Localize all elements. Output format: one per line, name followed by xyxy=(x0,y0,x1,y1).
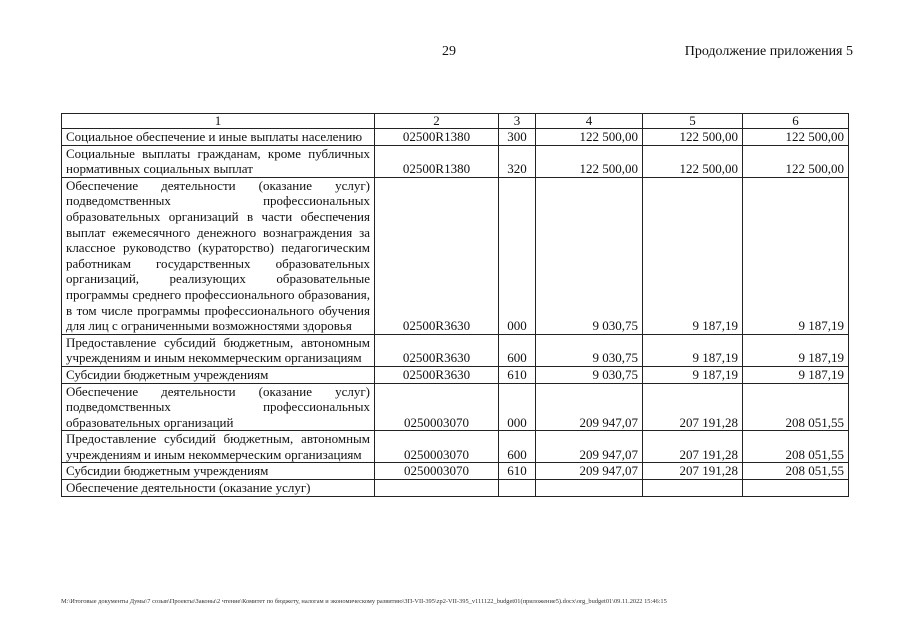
table-row xyxy=(62,177,849,334)
row-name: Предоставление субсидий бюджетным, автономным учреждениям и иным некоммерческим организациям xyxy=(62,334,375,366)
row-value-5: 207 191,28 xyxy=(643,383,743,431)
row-value-5: 122 500,00 xyxy=(643,129,743,146)
row-value-5 xyxy=(643,480,743,497)
row-value-6 xyxy=(743,480,849,497)
row-type: 600 xyxy=(499,334,536,366)
row-type: 610 xyxy=(499,366,536,383)
row-type: 320 xyxy=(499,145,536,177)
row-value-5: 9 187,19 xyxy=(643,177,743,334)
row-name: Предоставление субсидий бюджетным, автономным учреждениям и иным некоммерческим организациям xyxy=(62,431,375,463)
row-value-6: 208 051,55 xyxy=(743,431,849,463)
page-number: 29 xyxy=(442,44,456,59)
row-name: Обеспечение деятельности (оказание услуг) подведомственных профессиональных образовательных организаций в части обеспечения выплат ежемесячного денежного вознаграждения за классное руководство (кураторство) педагогическим работникам государственных образовательных организаций, реализующих образовательные программы среднего профессионального образования, в том числе программы профессионального обучения для лиц с ограниченными возможностями здоровья xyxy=(62,177,375,334)
row-value-4 xyxy=(536,480,643,497)
row-code: 02500R3630 xyxy=(375,366,499,383)
row-type: 000 xyxy=(499,383,536,431)
row-value-6: 122 500,00 xyxy=(743,145,849,177)
row-value-5: 9 187,19 xyxy=(643,366,743,383)
table-row xyxy=(62,129,849,146)
row-value-4: 9 030,75 xyxy=(536,334,643,366)
column-header: 3 xyxy=(499,114,536,129)
row-code: 0250003070 xyxy=(375,463,499,480)
row-value-4: 122 500,00 xyxy=(536,129,643,146)
row-value-6: 9 187,19 xyxy=(743,366,849,383)
row-name: Обеспечение деятельности (оказание услуг) xyxy=(62,480,375,497)
row-value-4: 209 947,07 xyxy=(536,383,643,431)
table-row xyxy=(62,383,849,431)
column-header: 5 xyxy=(643,114,743,129)
continuation-label: Продолжение приложения 5 xyxy=(684,44,853,59)
row-type: 600 xyxy=(499,431,536,463)
row-type: 300 xyxy=(499,129,536,146)
table-row xyxy=(62,480,849,497)
row-code: 02500R1380 xyxy=(375,145,499,177)
table-row xyxy=(62,145,849,177)
row-code: 0250003070 xyxy=(375,431,499,463)
row-code: 02500R1380 xyxy=(375,129,499,146)
row-value-5: 9 187,19 xyxy=(643,334,743,366)
table-header-row xyxy=(62,114,849,129)
row-value-6: 9 187,19 xyxy=(743,177,849,334)
row-type xyxy=(499,480,536,497)
row-code: 02500R3630 xyxy=(375,334,499,366)
row-value-6: 9 187,19 xyxy=(743,334,849,366)
row-code: 0250003070 xyxy=(375,383,499,431)
row-value-5: 207 191,28 xyxy=(643,463,743,480)
budget-table xyxy=(61,113,849,497)
file-path-footer: M:\Итоговые документы Думы\7 созыв\Проекты\Законы\2 чтение\Комитет по бюджету, налогам и экономическому развитию\ЗП-VII-395\zp2-VII-395_v111122_budget01(приложение5).docx\org_budget01\09.11.2022 15:46:15 xyxy=(61,598,667,605)
column-header: 6 xyxy=(743,114,849,129)
row-value-5: 207 191,28 xyxy=(643,431,743,463)
row-name: Субсидии бюджетным учреждениям xyxy=(62,366,375,383)
row-name: Социальные выплаты гражданам, кроме публичных нормативных социальных выплат xyxy=(62,145,375,177)
table-row xyxy=(62,431,849,463)
row-value-4: 209 947,07 xyxy=(536,463,643,480)
row-value-4: 9 030,75 xyxy=(536,177,643,334)
row-value-6: 208 051,55 xyxy=(743,383,849,431)
row-value-5: 122 500,00 xyxy=(643,145,743,177)
row-value-6: 122 500,00 xyxy=(743,129,849,146)
column-header: 2 xyxy=(375,114,499,129)
column-header: 4 xyxy=(536,114,643,129)
row-name: Субсидии бюджетным учреждениям xyxy=(62,463,375,480)
row-name: Социальное обеспечение и иные выплаты населению xyxy=(62,129,375,146)
table-row xyxy=(62,463,849,480)
table-row xyxy=(62,334,849,366)
row-value-4: 122 500,00 xyxy=(536,145,643,177)
row-code xyxy=(375,480,499,497)
row-type: 610 xyxy=(499,463,536,480)
row-code: 02500R3630 xyxy=(375,177,499,334)
row-value-4: 209 947,07 xyxy=(536,431,643,463)
row-type: 000 xyxy=(499,177,536,334)
row-value-4: 9 030,75 xyxy=(536,366,643,383)
row-value-6: 208 051,55 xyxy=(743,463,849,480)
row-name: Обеспечение деятельности (оказание услуг) подведомственных профессиональных образовательных организаций xyxy=(62,383,375,431)
column-header: 1 xyxy=(62,114,375,129)
table-row xyxy=(62,366,849,383)
